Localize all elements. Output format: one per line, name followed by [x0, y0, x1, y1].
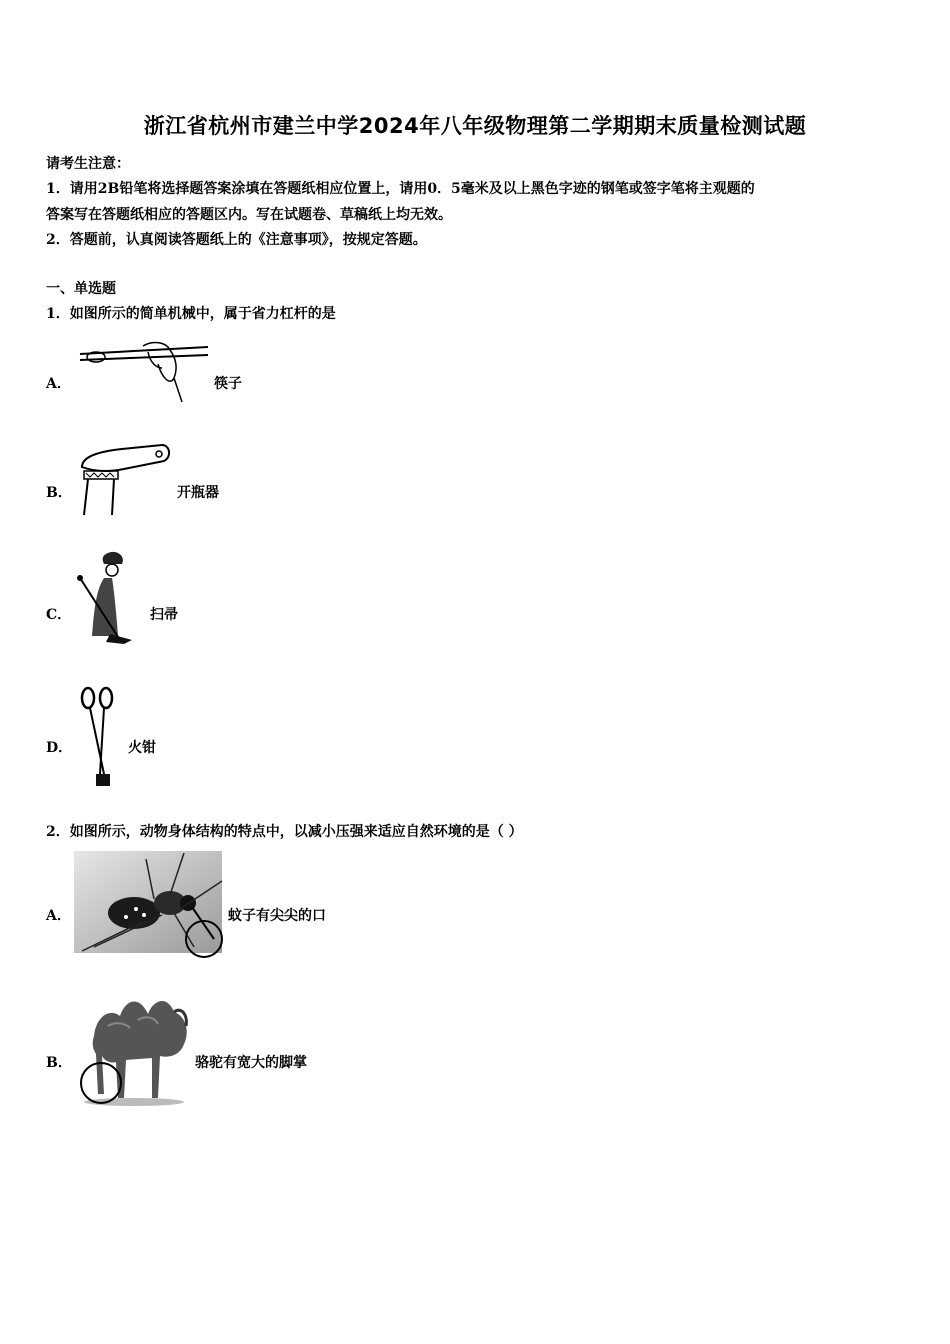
- q1-option-d-text: 火钳: [128, 740, 156, 756]
- section-heading: 一、单选题: [46, 281, 116, 297]
- q2-option-a-text: 蚊子有尖尖的口: [228, 908, 326, 924]
- q1-option-c-text: 扫帚: [150, 607, 178, 623]
- chopsticks-icon: [78, 338, 213, 408]
- q1-option-b-text: 开瓶器: [177, 485, 219, 501]
- q1-option-a-text: 筷子: [214, 376, 242, 392]
- broom-icon: [74, 550, 149, 645]
- q1-option-b-letter: B．: [46, 485, 72, 501]
- q2-option-a-letter: A．: [46, 908, 71, 924]
- camel-image: [74, 986, 194, 1108]
- page-title: 浙江省杭州市建兰中学2024年八年级物理第二学期期末质量检测试题: [143, 114, 807, 138]
- notice-item-1-line-2: 答案写在答题纸相应的答题区内。写在试题卷、草稿纸上均无效。: [46, 207, 452, 223]
- mosquito-image: [74, 851, 224, 959]
- notice-item-2: 2．答题前，认真阅读答题纸上的《注意事项》，按规定答题。: [46, 232, 427, 248]
- q1-option-c-letter: C．: [46, 607, 72, 623]
- question-2-stem: 2．如图所示，动物身体结构的特点中，以减小压强来适应自然环境的是（ ）: [46, 824, 523, 840]
- notice-heading: 请考生注意：: [46, 156, 130, 172]
- question-1-stem: 1．如图所示的简单机械中，属于省力杠杆的是: [46, 306, 336, 322]
- q2-option-b-text: 骆驼有宽大的脚掌: [195, 1055, 307, 1071]
- bottle-opener-icon: [74, 443, 174, 518]
- q2-option-b-letter: B．: [46, 1055, 72, 1071]
- fire-tongs-icon: [78, 686, 128, 796]
- q1-option-a-letter: A．: [46, 376, 71, 392]
- notice-item-1-line-1: 1．请用2B铅笔将选择题答案涂填在答题纸相应位置上，请用0．5毫米及以上黑色字迹的钢笔或签字笔将主观题的: [46, 181, 755, 197]
- q1-option-d-letter: D．: [46, 740, 73, 756]
